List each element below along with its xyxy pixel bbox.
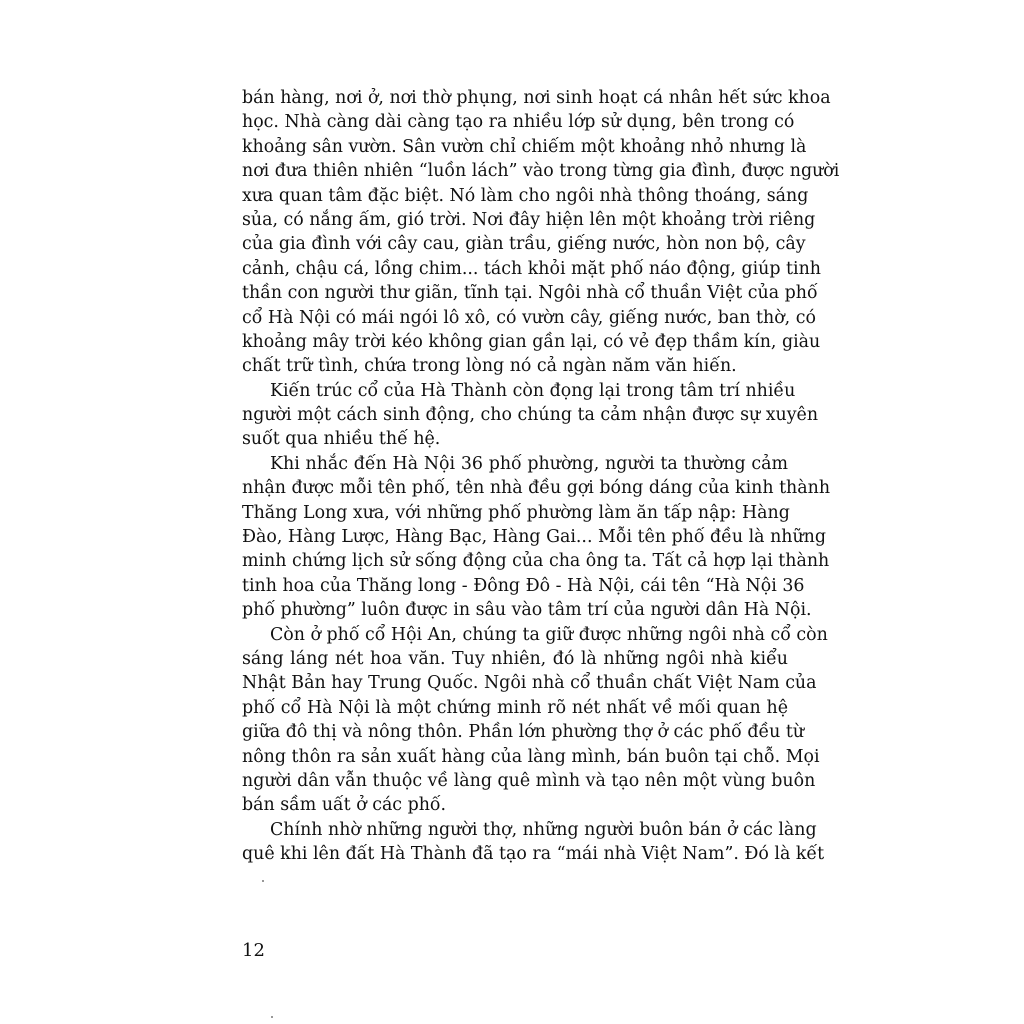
text-line: tinh hoa của Thăng long - Đông Đô - Hà Nội, cái tên “Hà Nội 36 — [242, 575, 805, 596]
text-line: bán sầm uất ở các phố. — [242, 795, 447, 816]
body-text — [242, 86, 840, 867]
text-line: quê khi lên đất Hà Thành đã tạo ra “mái nhà Việt Nam”. Đó là kết — [242, 844, 825, 865]
text-line: Khi nhắc đến Hà Nội 36 phố phường, người ta thường cảm — [270, 453, 788, 474]
text-line: nông thôn ra sản xuất hàng của làng mình, bán buôn tại chỗ. Mọi — [242, 746, 820, 767]
text-line: Đào, Hàng Lược, Hàng Bạc, Hàng Gai... Mỗi tên phố đều là những — [242, 527, 827, 548]
text-line: nơi đưa thiên nhiên “luồn lách” vào trong từng gia đình, được người — [242, 161, 840, 182]
text-line: Còn ở phố cổ Hội An, chúng ta giữ được những ngôi nhà cổ còn — [270, 624, 828, 645]
text-line: minh chứng lịch sử sống động của cha ông ta. Tất cả hợp lại thành — [242, 551, 830, 572]
text-line: sáng láng nét hoa văn. Tuy nhiên, đó là những ngôi nhà kiểu — [242, 648, 788, 669]
text-line: khoảng sân vườn. Sân vườn chỉ chiếm một khoảng nhỏ nhưng là — [242, 136, 807, 157]
text-line: khoảng mây trời kéo không gian gần lại, có vẻ đẹp thầm kín, giàu — [242, 331, 821, 352]
text-line: thần con người thư giãn, tĩnh tại. Ngôi nhà cổ thuần Việt của phố — [242, 283, 818, 304]
text-line: phố phường” luôn được in sâu vào tâm trí của người dân Hà Nội. — [242, 600, 812, 621]
text-line: người dân vẫn thuộc về làng quê mình và tạo nên một vùng buôn — [242, 770, 816, 791]
page-number: 12 — [242, 940, 265, 961]
text-line: bán hàng, nơi ở, nơi thờ phụng, nơi sinh hoạt cá nhân hết sức khoa — [242, 88, 831, 108]
text-line: phố cổ Hà Nội là một chứng minh rõ nét nhất về mối quan hệ — [242, 697, 788, 718]
text-line: của gia đình với cây cau, giàn trầu, giếng nước, hòn non bộ, cây — [242, 234, 806, 255]
text-line: học. Nhà càng dài càng tạo ra nhiều lớp sử dụng, bên trong có — [242, 112, 795, 133]
text-line: Chính nhờ những người thợ, những người buôn bán ở các làng — [270, 819, 817, 840]
paragraph — [242, 818, 825, 867]
scan-speck — [271, 1016, 273, 1018]
text-line: cảnh, chậu cá, lồng chim... tách khỏi mặt phố náo động, giúp tinh — [242, 258, 821, 279]
paragraph — [242, 379, 819, 452]
text-line: người một cách sinh động, cho chúng ta cảm nhận được sự xuyên — [242, 405, 819, 426]
text-line: Thăng Long xưa, với những phố phường làm ăn tấp nập: Hàng — [242, 502, 790, 523]
text-line: Nhật Bản hay Trung Quốc. Ngôi nhà cổ thuần chất Việt Nam của — [242, 673, 817, 694]
scan-speck — [262, 880, 264, 882]
text-line: chất trữ tình, chứa trong lòng nó cả ngàn năm văn hiến. — [242, 356, 737, 377]
paragraph — [242, 86, 840, 379]
text-line: suốt qua nhiều thế hệ. — [242, 429, 441, 450]
text-line: cổ Hà Nội có mái ngói lô xô, có vườn cây, giếng nước, ban thờ, có — [242, 307, 816, 328]
text-line: sủa, có nắng ấm, gió trời. Nơi đây hiện lên một khoảng trời riêng — [242, 209, 816, 230]
text-line: nhận được mỗi tên phố, tên nhà đều gợi bóng dáng của kinh thành — [242, 478, 831, 499]
paragraph — [242, 623, 828, 818]
text-line: xưa quan tâm đặc biệt. Nó làm cho ngôi nhà thông thoáng, sáng — [242, 185, 809, 206]
paragraph — [242, 452, 831, 623]
text-line: Kiến trúc cổ của Hà Thành còn đọng lại trong tâm trí nhiều — [270, 380, 796, 401]
text-line: giữa đô thị và nông thôn. Phần lớn phường thợ ở các phố đều từ — [242, 722, 805, 743]
